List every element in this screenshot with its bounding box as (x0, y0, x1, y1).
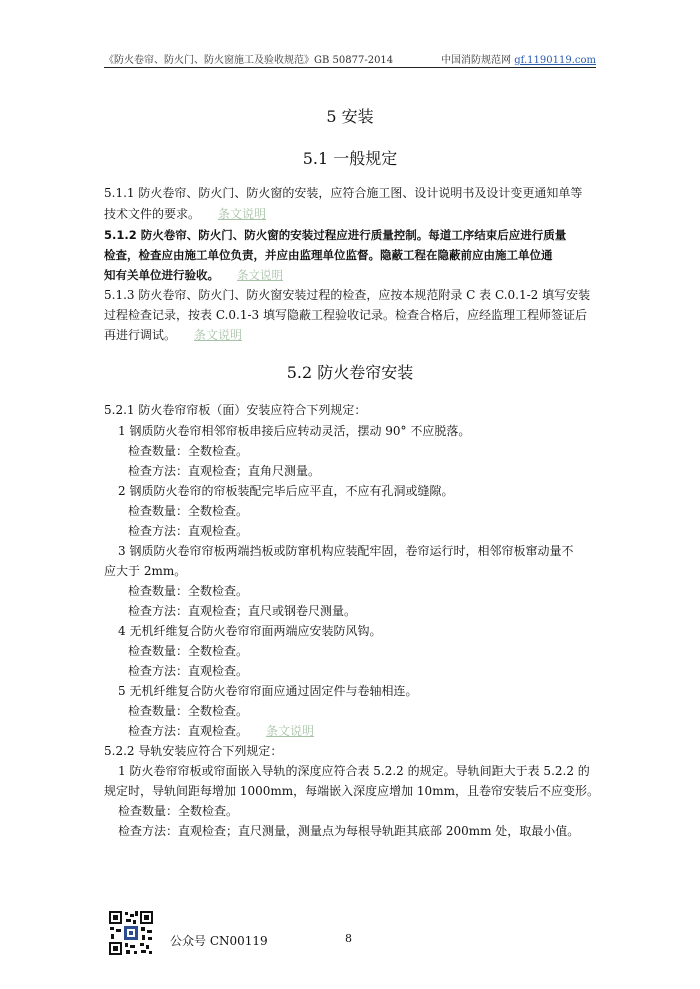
check-quantity: 检查数量：全数检查。 (128, 504, 249, 518)
clause-5-2-2-intro: 5.2.2 导轨安装应符合下列规定： (104, 744, 283, 758)
check-method: 检查方法：直观检查。 (128, 664, 249, 678)
check-method: 检查方法：直观检查；直尺或钢卷尺测量。 (128, 604, 357, 618)
header-site-name: 中国消防规范网 (441, 55, 512, 66)
check-method: 检查方法：直观检查；直角尺测量。 (128, 464, 321, 478)
clause-5-1-2-line2: 检查，检查应由施工单位负责，并应由监理单位监督。隐蔽工程在隐蔽前应由施工单位通 (104, 248, 553, 262)
clause-5-2-1-item2: 2 钢质防火卷帘的帘板装配完毕后应平直，不应有孔洞或缝隙。 (118, 484, 454, 498)
page-number: 8 (345, 932, 352, 945)
check-quantity: 检查数量：全数检查。 (128, 444, 249, 458)
header-site-link[interactable]: gf.1190119.com (514, 55, 596, 66)
clause-explanation-link[interactable]: 条文说明 (237, 268, 283, 282)
footer-account: 公众号 CN00119 (170, 934, 268, 948)
clause-5-2-1-item5: 5 无机纤维复合防火卷帘帘面应通过固定件与卷轴相连。 (118, 684, 418, 698)
check-method: 检查方法：直观检查；直尺测量，测量点为每根导轨距其底部 200mm 处，取最小值。 (118, 824, 580, 838)
clause-5-1-2-line3: 知有关单位进行验收。 条文说明 (104, 268, 283, 282)
check-quantity: 检查数量：全数检查。 (128, 704, 249, 718)
clause-5-2-2-item1-line1: 1 防火卷帘帘板或帘面嵌入导轨的深度应符合表 5.2.2 的规定。导轨间距大于表 5.2.2 的 (118, 764, 590, 778)
section-5-2-title: 5.2 防火卷帘安装 (286, 363, 414, 382)
clause-explanation-link[interactable]: 条文说明 (194, 328, 243, 342)
section-5-1-title: 5.1 一般规定 (302, 149, 398, 168)
clause-5-1-3-line1: 5.1.3 防火卷帘、防火门、防火窗安装过程的检查，应按本规范附录 C 表 C.0.1-2 填写安装 (104, 288, 591, 302)
check-method: 检查方法：直观检查。 (128, 524, 249, 538)
page-header (104, 51, 596, 68)
check-quantity: 检查数量：全数检查。 (118, 804, 239, 818)
clause-5-2-1-item4: 4 无机纤维复合防火卷帘帘面两端应安装防风钩。 (118, 624, 382, 638)
check-quantity: 检查数量：全数检查。 (128, 584, 249, 598)
clause-5-1-1-line1: 5.1.1 防火卷帘、防火门、防火窗的安装，应符合施工图、设计说明书及设计变更通知单等 (104, 186, 583, 200)
clause-explanation-link[interactable]: 条文说明 (218, 207, 267, 221)
check-method: 检查方法：直观检查。 条文说明 (128, 724, 315, 738)
clause-5-2-1-item3-line1: 3 钢质防火卷帘帘板两端挡板或防窜机构应装配牢固，卷帘运行时，相邻帘板窜动量不 (118, 544, 574, 558)
qr-code-image (108, 910, 154, 956)
check-quantity: 检查数量：全数检查。 (128, 644, 249, 658)
clause-5-1-1-line2: 技术文件的要求。 条文说明 (104, 207, 267, 221)
clause-5-1-3-line3: 再进行调试。 条文说明 (104, 328, 243, 342)
clause-explanation-link[interactable]: 条文说明 (266, 724, 315, 738)
header-title: 《防火卷帘、防火门、防火窗施工及验收规范》GB 50877-2014 (104, 55, 394, 66)
chapter-title: 5 安装 (326, 107, 374, 126)
clause-5-2-1-intro: 5.2.1 防火卷帘帘板（面）安装应符合下列规定： (104, 403, 367, 417)
clause-5-1-2-line1: 5.1.2 防火卷帘、防火门、防火窗的安装过程应进行质量控制。每道工序结束后应进行质量 (104, 228, 567, 242)
clause-5-2-2-item1-line2: 规定时，导轨间距每增加 1000mm，每端嵌入深度应增加 10mm，且卷帘安装后不应变形。 (104, 784, 599, 798)
clause-5-1-3-line2: 过程检查记录，按表 C.0.1-3 填写隐蔽工程验收记录。检查合格后，应经监理工程师签证后 (104, 308, 587, 322)
header-site (441, 51, 596, 66)
clause-5-2-1-item1: 1 钢质防火卷帘相邻帘板串接后应转动灵活，摆动 90° 不应脱落。 (118, 424, 471, 438)
clause-5-2-1-item3-line2: 应大于 2mm。 (104, 564, 187, 578)
